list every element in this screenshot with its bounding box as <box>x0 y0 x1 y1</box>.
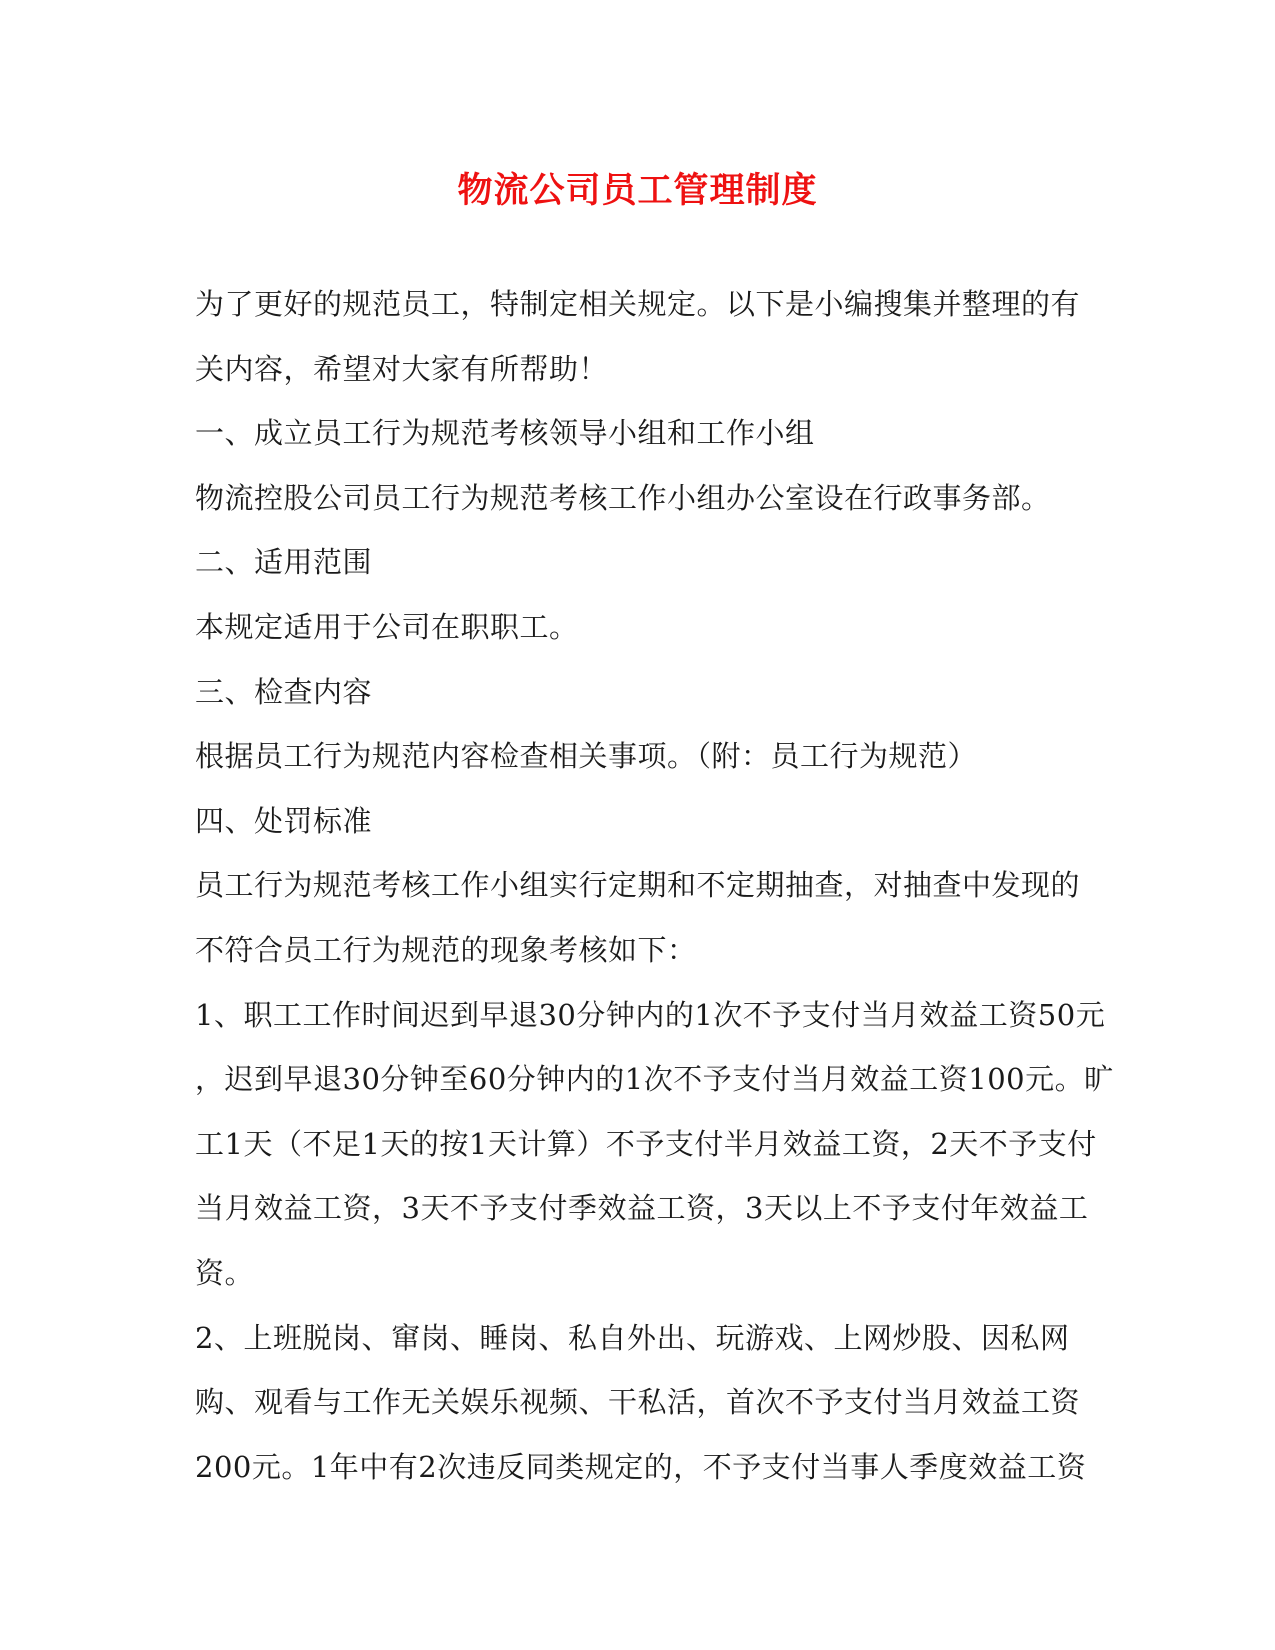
document-title: 物流公司员工管理制度 <box>457 170 818 211</box>
section-heading: 一、成立员工行为规范考核领导小组和工作小组 <box>195 416 815 451</box>
paragraph-line: 购、观看与工作无关娱乐视频、干私活，首次不予支付当月效益工资 <box>195 1385 1081 1420</box>
paragraph-line: 物流控股公司员工行为规范考核工作小组办公室设在行政事务部。 <box>195 480 1051 515</box>
paragraph-line: 1、职工工作时间迟到早退30分钟内的1次不予支付当月效益工资50元 <box>195 997 1106 1032</box>
document-body <box>195 272 1114 1499</box>
paragraph-line: ，迟到早退30分钟至60分钟内的1次不予支付当月效益工资100元。旷 <box>195 1062 1114 1097</box>
section-heading: 三、检查内容 <box>195 674 373 709</box>
paragraph-line: 资。 <box>195 1255 255 1290</box>
paragraph-line: 关内容，希望对大家有所帮助！ <box>195 351 609 386</box>
section-heading: 二、适用范围 <box>195 545 373 580</box>
paragraph-line: 根据员工行为规范内容检查相关事项。（附：员工行为规范） <box>195 739 978 774</box>
section-heading: 四、处罚标准 <box>195 803 373 838</box>
paragraph-line: 为了更好的规范员工，特制定相关规定。以下是小编搜集并整理的有 <box>195 287 1081 321</box>
paragraph-line: 当月效益工资，3天不予支付季效益工资，3天以上不予支付年效益工 <box>195 1191 1089 1226</box>
paragraph-line: 员工行为规范考核工作小组实行定期和不定期抽查，对抽查中发现的 <box>195 868 1081 903</box>
paragraph-line: 工1天（不足1天的按1天计算）不予支付半月效益工资，2天不予支付 <box>195 1126 1097 1161</box>
paragraph-line: 2、上班脱岗、窜岗、睡岗、私自外出、玩游戏、上网炒股、因私网 <box>195 1320 1070 1355</box>
paragraph-line: 不符合员工行为规范的现象考核如下： <box>195 932 697 967</box>
paragraph-line: 本规定适用于公司在职职工。 <box>195 609 579 644</box>
paragraph-line: 200元。1年中有2次违反同类规定的，不予支付当事人季度效益工资 <box>195 1449 1087 1484</box>
